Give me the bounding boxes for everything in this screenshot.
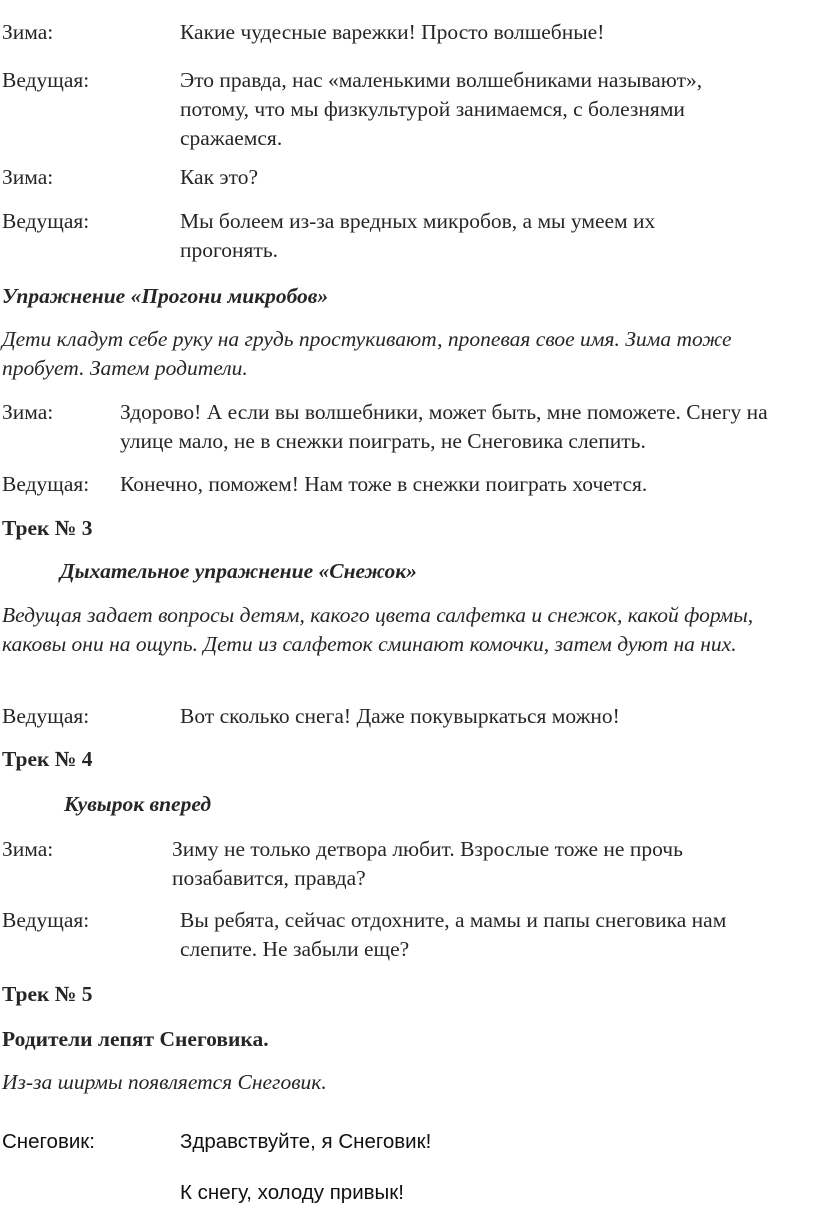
speech-text: Здорово! А если вы волшебники, может быть, мне поможете. Снегу на улице мало, не в снежки поиграть, не Снеговика слепить.	[120, 400, 768, 453]
speech-text: Это правда, нас «маленькими волшебниками называют», потому, что мы физкультурой занимаемся, с болезнями сражаемся.	[180, 68, 703, 150]
speech-text: Здравствуйте, я Снеговик!	[180, 1130, 432, 1153]
speaker-label: Ведущая:	[2, 704, 90, 728]
snowman-appears-note: Из-за ширмы появляется Снеговик.	[2, 1070, 327, 1094]
dialogue-row	[2, 398, 816, 456]
speaker-label: Зима:	[2, 165, 54, 189]
dialogue-row	[2, 470, 816, 499]
track-heading: Трек № 3	[2, 516, 93, 540]
snowman-line-row	[2, 1178, 816, 1207]
speaker-label: Снеговик:	[2, 1130, 95, 1153]
speech-text: Мы болеем из-за вредных микробов, а мы умеем их прогонять.	[180, 209, 656, 262]
speaker-label: Ведущая:	[2, 68, 90, 92]
speaker-spacer	[2, 1178, 180, 1207]
speech-text: Вот сколько снега! Даже покувыркаться можно!	[180, 704, 620, 728]
speech-text: Вы ребята, сейчас отдохните, а мамы и папы снеговика нам слепите. Не забыли еще?	[180, 908, 727, 961]
speaker-label: Зима:	[2, 837, 54, 861]
speaker-label: Ведущая:	[2, 209, 90, 233]
dialogue-row	[2, 835, 816, 893]
parents-title: Родители лепят Снеговика.	[2, 1027, 269, 1051]
breathing-exercise-description: Ведущая задает вопросы детям, какого цвета салфетка и снежок, какой формы, каковы они на ощупь. Дети из салфеток сминают комочки, затем дуют на них.	[2, 603, 754, 656]
speech-text: К снегу, холоду привык!	[180, 1181, 404, 1204]
track-heading: Трек № 5	[2, 982, 93, 1006]
speech-text: Как это?	[180, 165, 259, 189]
speaker-label: Ведущая:	[2, 472, 90, 496]
speaker-label: Ведущая:	[2, 908, 90, 932]
dialogue-row	[2, 163, 816, 192]
breathing-exercise-title: Дыхательное упражнение «Снежок»	[60, 559, 417, 583]
dialogue-row	[2, 906, 816, 964]
speech-text: Зиму не только детвора любит. Взрослые тоже не прочь позабавится, правда?	[172, 837, 683, 890]
snowman-line-row	[2, 1127, 816, 1156]
dialogue-row	[2, 207, 816, 265]
dialogue-row	[2, 702, 816, 731]
somersault-title: Кувырок вперед	[64, 792, 212, 816]
track-heading: Трек № 4	[2, 747, 93, 771]
speech-text: Какие чудесные варежки! Просто волшебные!	[180, 20, 605, 44]
dialogue-row	[2, 66, 816, 153]
exercise-description: Дети кладут себе руку на грудь простукивают, пропевая свое имя. Зима тоже пробует. Затем родители.	[2, 327, 732, 380]
speaker-label: Зима:	[2, 400, 54, 424]
dialogue-row	[2, 18, 816, 47]
speech-text: Конечно, поможем! Нам тоже в снежки поиграть хочется.	[120, 472, 648, 496]
speaker-label: Зима:	[2, 20, 54, 44]
exercise-title: Упражнение «Прогони микробов»	[2, 284, 329, 308]
